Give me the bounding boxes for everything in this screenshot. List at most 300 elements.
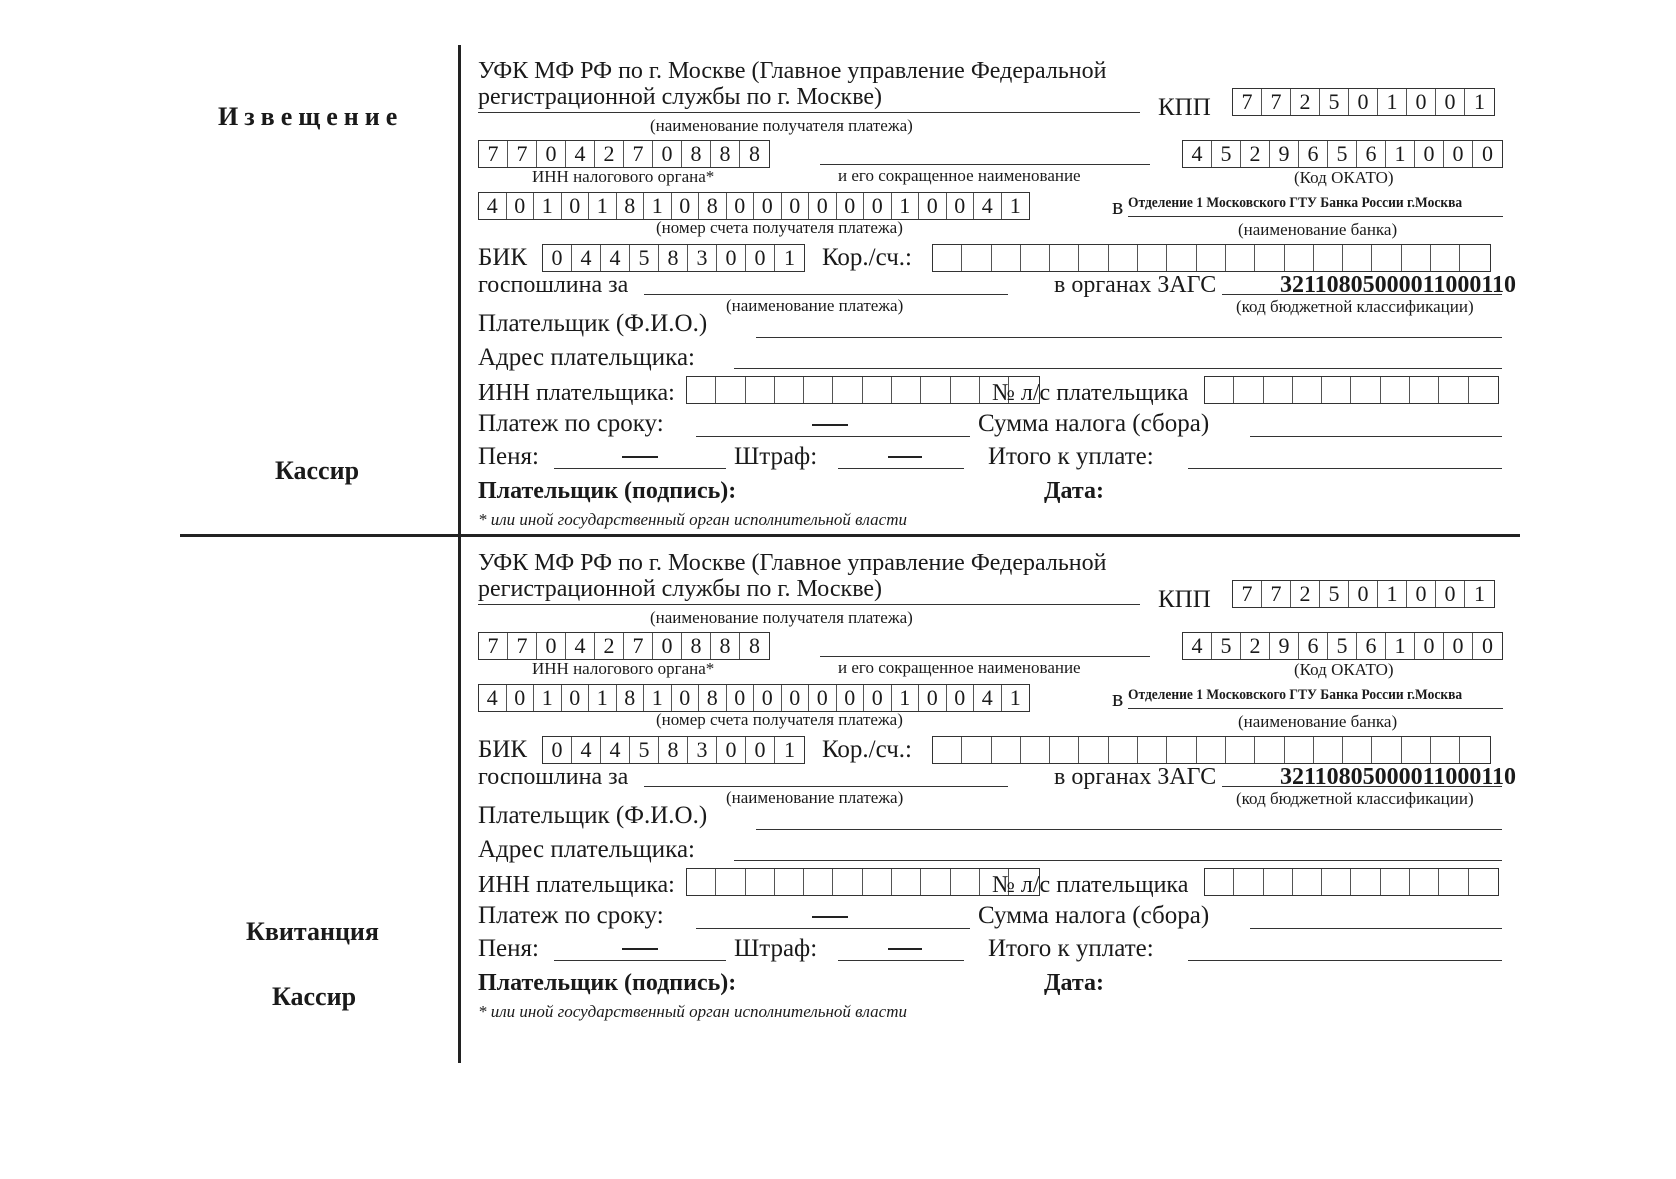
- digit-cell: 0: [1482, 141, 1493, 166]
- short-name-caption: и его сокращенное наименование: [838, 658, 1081, 677]
- digit-cell: 0: [754, 193, 782, 219]
- empty-cell[interactable]: [746, 377, 775, 403]
- digit-cell: 4: [479, 685, 507, 711]
- digit-cell: 4: [601, 737, 630, 763]
- empty-cell[interactable]: [1197, 245, 1226, 271]
- digit-cell: 0: [543, 737, 572, 763]
- kpp-field[interactable]: [1232, 88, 1495, 116]
- korsch-label: Кор./сч.:: [822, 736, 912, 763]
- digit-cell: 8: [659, 245, 688, 271]
- kpp-field[interactable]: [1232, 580, 1495, 608]
- total-field[interactable]: [1188, 960, 1502, 961]
- digit-cell: 0: [653, 633, 682, 659]
- duty-label: госпошлина за: [478, 272, 629, 298]
- empty-cell[interactable]: [1109, 737, 1138, 763]
- empty-cell[interactable]: [804, 377, 833, 403]
- kbk-caption: (код бюджетной классификации): [1236, 297, 1474, 316]
- empty-cell[interactable]: [1234, 377, 1263, 403]
- empty-cell[interactable]: [1460, 245, 1489, 271]
- digit-cell: 8: [749, 141, 760, 166]
- digit-cell: 0: [562, 685, 590, 711]
- digit-cell: 0: [543, 245, 572, 271]
- digit-cell: 5: [1212, 141, 1241, 167]
- digit-cell: 0: [746, 245, 775, 271]
- digit-cell: 0: [1482, 633, 1493, 658]
- digit-cell: 0: [727, 685, 755, 711]
- bank-name: Отделение 1 Московского ГТУ Банка России г.Москва: [1128, 195, 1463, 211]
- digit-cell: 0: [1407, 89, 1436, 115]
- payer-fio-label: Плательщик (Ф.И.О.): [478, 802, 708, 829]
- digit-cell: 7: [1262, 89, 1291, 115]
- payer-address-label: Адрес плательщика:: [478, 836, 695, 863]
- bik-field[interactable]: [542, 244, 805, 272]
- digit-cell: 0: [809, 685, 837, 711]
- payer-inn-field[interactable]: [686, 868, 1040, 896]
- digit-cell: 2: [1241, 633, 1270, 659]
- okato-field[interactable]: [1182, 632, 1503, 660]
- digit-cell: 1: [892, 193, 920, 219]
- digit-cell: 7: [479, 141, 508, 167]
- digit-cell: 8: [617, 685, 645, 711]
- empty-cell[interactable]: [1264, 869, 1293, 895]
- empty-cell[interactable]: [1021, 737, 1050, 763]
- empty-cell[interactable]: [992, 245, 1021, 271]
- payer-fio-field[interactable]: [756, 829, 1502, 830]
- digit-cell: 0: [837, 193, 865, 219]
- payer-account-label: № л/с плательщика: [992, 872, 1189, 898]
- empty-cell[interactable]: [1138, 245, 1167, 271]
- short-name-caption: и его сокращенное наименование: [838, 166, 1081, 185]
- digit-cell: 0: [1415, 633, 1444, 659]
- inn-field[interactable]: [478, 140, 770, 168]
- recipient-underline: [478, 112, 1140, 113]
- empty-cell[interactable]: [1021, 245, 1050, 271]
- empty-cell[interactable]: [892, 869, 921, 895]
- empty-cell[interactable]: [1109, 245, 1138, 271]
- inn-caption: ИНН налогового органа*: [532, 167, 715, 186]
- recipient-name-line2: регистрационной службы по г. Москве): [478, 84, 883, 110]
- account-in: в: [1112, 194, 1124, 220]
- digit-cell: 8: [682, 633, 711, 659]
- recipient-name-line1: УФК МФ РФ по г. Москве (Главное управление Федеральной: [478, 58, 1107, 84]
- digit-cell: 0: [782, 193, 810, 219]
- vertical-divider: [458, 45, 461, 1063]
- empty-cell[interactable]: [1205, 869, 1234, 895]
- due-field[interactable]: [696, 928, 970, 929]
- fine-field[interactable]: [838, 960, 964, 961]
- digit-cell: 0: [809, 193, 837, 219]
- empty-cell[interactable]: [1079, 245, 1108, 271]
- short-name-underline[interactable]: [820, 164, 1150, 165]
- empty-cell[interactable]: [1293, 869, 1322, 895]
- empty-cell[interactable]: [1255, 245, 1284, 271]
- digit-cell: 0: [947, 193, 975, 219]
- digit-cell: 0: [1349, 89, 1378, 115]
- digit-cell: 0: [717, 737, 746, 763]
- digit-cell: 0: [1436, 89, 1465, 115]
- empty-cell[interactable]: [1351, 869, 1380, 895]
- bik-field[interactable]: [542, 736, 805, 764]
- notice-coupon: [478, 54, 1530, 544]
- bik-label: БИК: [478, 244, 528, 271]
- digit-cell: 0: [1444, 141, 1473, 167]
- tax-sum-field[interactable]: [1250, 928, 1502, 929]
- kbk-value: 32110805000011000110: [1280, 272, 1517, 298]
- digit-cell: 0: [1436, 581, 1465, 607]
- digit-cell: 8: [682, 141, 711, 167]
- empty-cell[interactable]: [1381, 377, 1410, 403]
- penalty-label: Пеня:: [478, 443, 539, 470]
- duty-underline[interactable]: [644, 786, 1008, 787]
- due-dash: [812, 424, 848, 426]
- digit-cell: 4: [572, 245, 601, 271]
- recipient-name-line1: УФК МФ РФ по г. Москве (Главное управление Федеральной: [478, 550, 1107, 576]
- empty-cell[interactable]: [951, 869, 980, 895]
- digit-cell: 1: [644, 193, 672, 219]
- digit-cell: 0: [947, 685, 975, 711]
- fine-field[interactable]: [838, 468, 964, 469]
- korsch-label: Кор./сч.:: [822, 244, 912, 271]
- digit-cell: 0: [1349, 581, 1378, 607]
- empty-cell[interactable]: [1050, 245, 1079, 271]
- digit-cell: 0: [746, 737, 775, 763]
- recipient-caption: (наименование получателя платежа): [650, 116, 913, 135]
- footnote: * или иной государственный орган исполнительной власти: [478, 1002, 907, 1021]
- payer-account-field[interactable]: [1204, 376, 1499, 404]
- due-dash: [812, 916, 848, 918]
- empty-cell[interactable]: [1469, 869, 1498, 895]
- bank-caption: (наименование банка): [1238, 220, 1398, 239]
- empty-cell[interactable]: [1343, 245, 1372, 271]
- digit-cell: 1: [534, 193, 562, 219]
- digit-cell: 2: [1291, 89, 1320, 115]
- digit-cell: 1: [1009, 193, 1021, 218]
- digit-cell: 9: [1270, 633, 1299, 659]
- payment-name-caption: (наименование платежа): [726, 296, 904, 315]
- digit-cell: 2: [1291, 581, 1320, 607]
- digit-cell: 0: [727, 193, 755, 219]
- empty-cell[interactable]: [1439, 377, 1468, 403]
- payer-inn-label: ИНН плательщика:: [478, 872, 675, 898]
- empty-cell[interactable]: [1402, 737, 1431, 763]
- account-caption: (номер счета получателя платежа): [656, 218, 903, 237]
- fine-dash: [888, 948, 922, 950]
- digit-cell: 2: [595, 141, 624, 167]
- empty-cell[interactable]: [921, 377, 950, 403]
- okato-field[interactable]: [1182, 140, 1503, 168]
- digit-cell: 1: [1378, 581, 1407, 607]
- empty-cell[interactable]: [921, 869, 950, 895]
- zags-label: в органах ЗАГС: [1054, 272, 1217, 298]
- empty-cell[interactable]: [1138, 737, 1167, 763]
- empty-cell[interactable]: [1285, 737, 1314, 763]
- inn-field[interactable]: [478, 632, 770, 660]
- empty-cell[interactable]: [933, 245, 962, 271]
- payer-inn-field[interactable]: [686, 376, 1040, 404]
- digit-cell: 5: [1320, 89, 1349, 115]
- digit-cell: 8: [699, 193, 727, 219]
- digit-cell: 6: [1357, 141, 1386, 167]
- recipient-underline: [478, 604, 1140, 605]
- tax-sum-label: Сумма налога (сбора): [978, 410, 1210, 437]
- digit-cell: 7: [508, 141, 537, 167]
- kbk-underline: [1222, 786, 1502, 787]
- payer-fio-label: Плательщик (Ф.И.О.): [478, 310, 708, 337]
- empty-cell[interactable]: [1205, 377, 1234, 403]
- digit-cell: 4: [572, 737, 601, 763]
- date-label: Дата:: [1044, 970, 1104, 996]
- digit-cell: 8: [659, 737, 688, 763]
- empty-cell[interactable]: [1381, 869, 1410, 895]
- total-label: Итого к уплате:: [988, 935, 1154, 962]
- cashier-label-2: Кассир: [272, 982, 357, 1011]
- empty-cell[interactable]: [1322, 377, 1351, 403]
- digit-cell: 0: [919, 685, 947, 711]
- empty-cell[interactable]: [1050, 737, 1079, 763]
- empty-cell[interactable]: [804, 869, 833, 895]
- kbk-underline: [1222, 294, 1502, 295]
- digit-cell: 7: [624, 633, 653, 659]
- digit-cell: 0: [837, 685, 865, 711]
- digit-cell: 0: [672, 685, 700, 711]
- due-label: Платеж по сроку:: [478, 902, 664, 929]
- digit-cell: 6: [1299, 141, 1328, 167]
- digit-cell: 0: [537, 141, 566, 167]
- due-field[interactable]: [696, 436, 970, 437]
- total-label: Итого к уплате:: [988, 443, 1154, 470]
- digit-cell: 4: [479, 193, 507, 219]
- digit-cell: 5: [630, 737, 659, 763]
- empty-cell[interactable]: [1314, 737, 1343, 763]
- digit-cell: 0: [1407, 581, 1436, 607]
- digit-cell: 1: [1474, 581, 1485, 606]
- digit-cell: 7: [508, 633, 537, 659]
- bank-underline: [1128, 216, 1503, 217]
- empty-cell[interactable]: [1372, 737, 1401, 763]
- duty-underline[interactable]: [644, 294, 1008, 295]
- empty-cell[interactable]: [1431, 737, 1460, 763]
- digit-cell: 3: [688, 737, 717, 763]
- digit-cell: 4: [1183, 141, 1212, 167]
- fine-label: Штраф:: [734, 443, 818, 470]
- digit-cell: 4: [566, 633, 595, 659]
- digit-cell: 0: [1444, 633, 1473, 659]
- account-field[interactable]: [478, 192, 1030, 220]
- empty-cell[interactable]: [1469, 377, 1498, 403]
- digit-cell: 5: [1328, 141, 1357, 167]
- receipt-label: Квитанция: [246, 917, 379, 946]
- digit-cell: 0: [507, 193, 535, 219]
- empty-cell[interactable]: [1351, 377, 1380, 403]
- empty-cell[interactable]: [775, 377, 804, 403]
- digit-cell: 0: [782, 685, 810, 711]
- bik-label: БИК: [478, 736, 528, 763]
- empty-cell[interactable]: [1079, 737, 1108, 763]
- payment-name-caption: (наименование платежа): [726, 788, 904, 807]
- digit-cell: 8: [699, 685, 727, 711]
- empty-cell[interactable]: [716, 377, 745, 403]
- kpp-label: КПП: [1158, 94, 1211, 121]
- digit-cell: 0: [717, 245, 746, 271]
- bank-name: Отделение 1 Московского ГТУ Банка России г.Москва: [1128, 687, 1463, 703]
- zags-label: в органах ЗАГС: [1054, 764, 1217, 790]
- fine-dash: [888, 456, 922, 458]
- fine-label: Штраф:: [734, 935, 818, 962]
- digit-cell: 1: [892, 685, 920, 711]
- empty-cell[interactable]: [1372, 245, 1401, 271]
- digit-cell: 0: [864, 685, 892, 711]
- empty-cell[interactable]: [1167, 737, 1196, 763]
- digit-cell: 4: [1183, 633, 1212, 659]
- korsch-field[interactable]: [932, 736, 1491, 764]
- korsch-field[interactable]: [932, 244, 1491, 272]
- empty-cell[interactable]: [716, 869, 745, 895]
- digit-cell: 0: [754, 685, 782, 711]
- digit-cell: 0: [1415, 141, 1444, 167]
- kpp-label: КПП: [1158, 586, 1211, 613]
- digit-cell: 5: [630, 245, 659, 271]
- empty-cell[interactable]: [1410, 377, 1439, 403]
- due-label: Платеж по сроку:: [478, 410, 664, 437]
- payer-fio-field[interactable]: [756, 337, 1502, 338]
- short-name-underline[interactable]: [820, 656, 1150, 657]
- digit-cell: 5: [1328, 633, 1357, 659]
- empty-cell[interactable]: [863, 869, 892, 895]
- empty-cell[interactable]: [1402, 245, 1431, 271]
- digit-cell: 8: [711, 633, 740, 659]
- digit-cell: 7: [624, 141, 653, 167]
- digit-cell: 4: [566, 141, 595, 167]
- empty-cell[interactable]: [1410, 869, 1439, 895]
- empty-cell[interactable]: [933, 737, 962, 763]
- digit-cell: 0: [507, 685, 535, 711]
- empty-cell[interactable]: [892, 377, 921, 403]
- empty-cell[interactable]: [1255, 737, 1284, 763]
- digit-cell: 1: [589, 193, 617, 219]
- payer-inn-label: ИНН плательщика:: [478, 380, 675, 406]
- empty-cell[interactable]: [1439, 869, 1468, 895]
- digit-cell: 7: [1262, 581, 1291, 607]
- digit-cell: 1: [1386, 141, 1415, 167]
- empty-cell[interactable]: [992, 737, 1021, 763]
- kbk-caption: (код бюджетной классификации): [1236, 789, 1474, 808]
- digit-cell: 0: [864, 193, 892, 219]
- empty-cell[interactable]: [746, 869, 775, 895]
- digit-cell: 2: [1241, 141, 1270, 167]
- payer-account-label: № л/с плательщика: [992, 380, 1189, 406]
- payer-address-field[interactable]: [734, 860, 1502, 861]
- empty-cell[interactable]: [1264, 377, 1293, 403]
- receipt-coupon: [478, 546, 1530, 1036]
- empty-cell[interactable]: [833, 377, 862, 403]
- recipient-caption: (наименование получателя платежа): [650, 608, 913, 627]
- penalty-field[interactable]: [554, 960, 726, 961]
- signature-label: Плательщик (подпись):: [478, 970, 737, 996]
- empty-cell[interactable]: [1226, 245, 1255, 271]
- footnote: * или иной государственный орган исполнительной власти: [478, 510, 907, 529]
- digit-cell: 9: [1270, 141, 1299, 167]
- account-field[interactable]: [478, 684, 1030, 712]
- cashier-label-1: Кассир: [275, 456, 360, 485]
- account-caption: (номер счета получателя платежа): [656, 710, 903, 729]
- empty-cell[interactable]: [833, 869, 862, 895]
- digit-cell: 7: [1233, 581, 1262, 607]
- empty-cell[interactable]: [863, 377, 892, 403]
- date-label: Дата:: [1044, 478, 1104, 504]
- recipient-name-line2: регистрационной службы по г. Москве): [478, 576, 883, 602]
- empty-cell[interactable]: [687, 377, 716, 403]
- inn-caption: ИНН налогового органа*: [532, 659, 715, 678]
- empty-cell[interactable]: [775, 869, 804, 895]
- digit-cell: 1: [1009, 685, 1021, 710]
- penalty-label: Пеня:: [478, 935, 539, 962]
- digit-cell: 6: [1357, 633, 1386, 659]
- digit-cell: 4: [974, 685, 1002, 711]
- tax-sum-label: Сумма налога (сбора): [978, 902, 1210, 929]
- account-in: в: [1112, 686, 1124, 712]
- payer-account-field[interactable]: [1204, 868, 1499, 896]
- digit-cell: 0: [919, 193, 947, 219]
- digit-cell: 1: [784, 737, 795, 762]
- digit-cell: 1: [784, 245, 795, 270]
- empty-cell[interactable]: [962, 245, 991, 271]
- empty-cell[interactable]: [687, 869, 716, 895]
- digit-cell: 8: [711, 141, 740, 167]
- empty-cell[interactable]: [1431, 245, 1460, 271]
- total-field[interactable]: [1188, 468, 1502, 469]
- penalty-field[interactable]: [554, 468, 726, 469]
- okato-caption: (Код ОКАТО): [1294, 660, 1394, 679]
- digit-cell: 0: [537, 633, 566, 659]
- digit-cell: 3: [688, 245, 717, 271]
- payer-address-label: Адрес плательщика:: [478, 344, 695, 371]
- penalty-dash: [622, 456, 658, 458]
- digit-cell: 1: [589, 685, 617, 711]
- empty-cell[interactable]: [1293, 377, 1322, 403]
- empty-cell[interactable]: [1234, 869, 1263, 895]
- empty-cell[interactable]: [1314, 245, 1343, 271]
- empty-cell[interactable]: [1285, 245, 1314, 271]
- digit-cell: 4: [601, 245, 630, 271]
- tax-sum-field[interactable]: [1250, 436, 1502, 437]
- empty-cell[interactable]: [1226, 737, 1255, 763]
- digit-cell: 0: [562, 193, 590, 219]
- digit-cell: 6: [1299, 633, 1328, 659]
- digit-cell: 1: [1474, 89, 1485, 114]
- digit-cell: 1: [1386, 633, 1415, 659]
- okato-caption: (Код ОКАТО): [1294, 168, 1394, 187]
- empty-cell[interactable]: [1460, 737, 1489, 763]
- digit-cell: 4: [974, 193, 1002, 219]
- duty-label: госпошлина за: [478, 764, 629, 790]
- empty-cell[interactable]: [962, 737, 991, 763]
- notice-label: Извещение: [218, 102, 404, 131]
- empty-cell[interactable]: [951, 377, 980, 403]
- empty-cell[interactable]: [1343, 737, 1372, 763]
- empty-cell[interactable]: [1197, 737, 1226, 763]
- bank-caption: (наименование банка): [1238, 712, 1398, 731]
- digit-cell: 5: [1212, 633, 1241, 659]
- kbk-value: 32110805000011000110: [1280, 764, 1517, 790]
- payer-address-field[interactable]: [734, 368, 1502, 369]
- digit-cell: 0: [672, 193, 700, 219]
- digit-cell: 0: [653, 141, 682, 167]
- penalty-dash: [622, 948, 658, 950]
- empty-cell[interactable]: [1322, 869, 1351, 895]
- digit-cell: 8: [617, 193, 645, 219]
- digit-cell: 7: [1233, 89, 1262, 115]
- empty-cell[interactable]: [1167, 245, 1196, 271]
